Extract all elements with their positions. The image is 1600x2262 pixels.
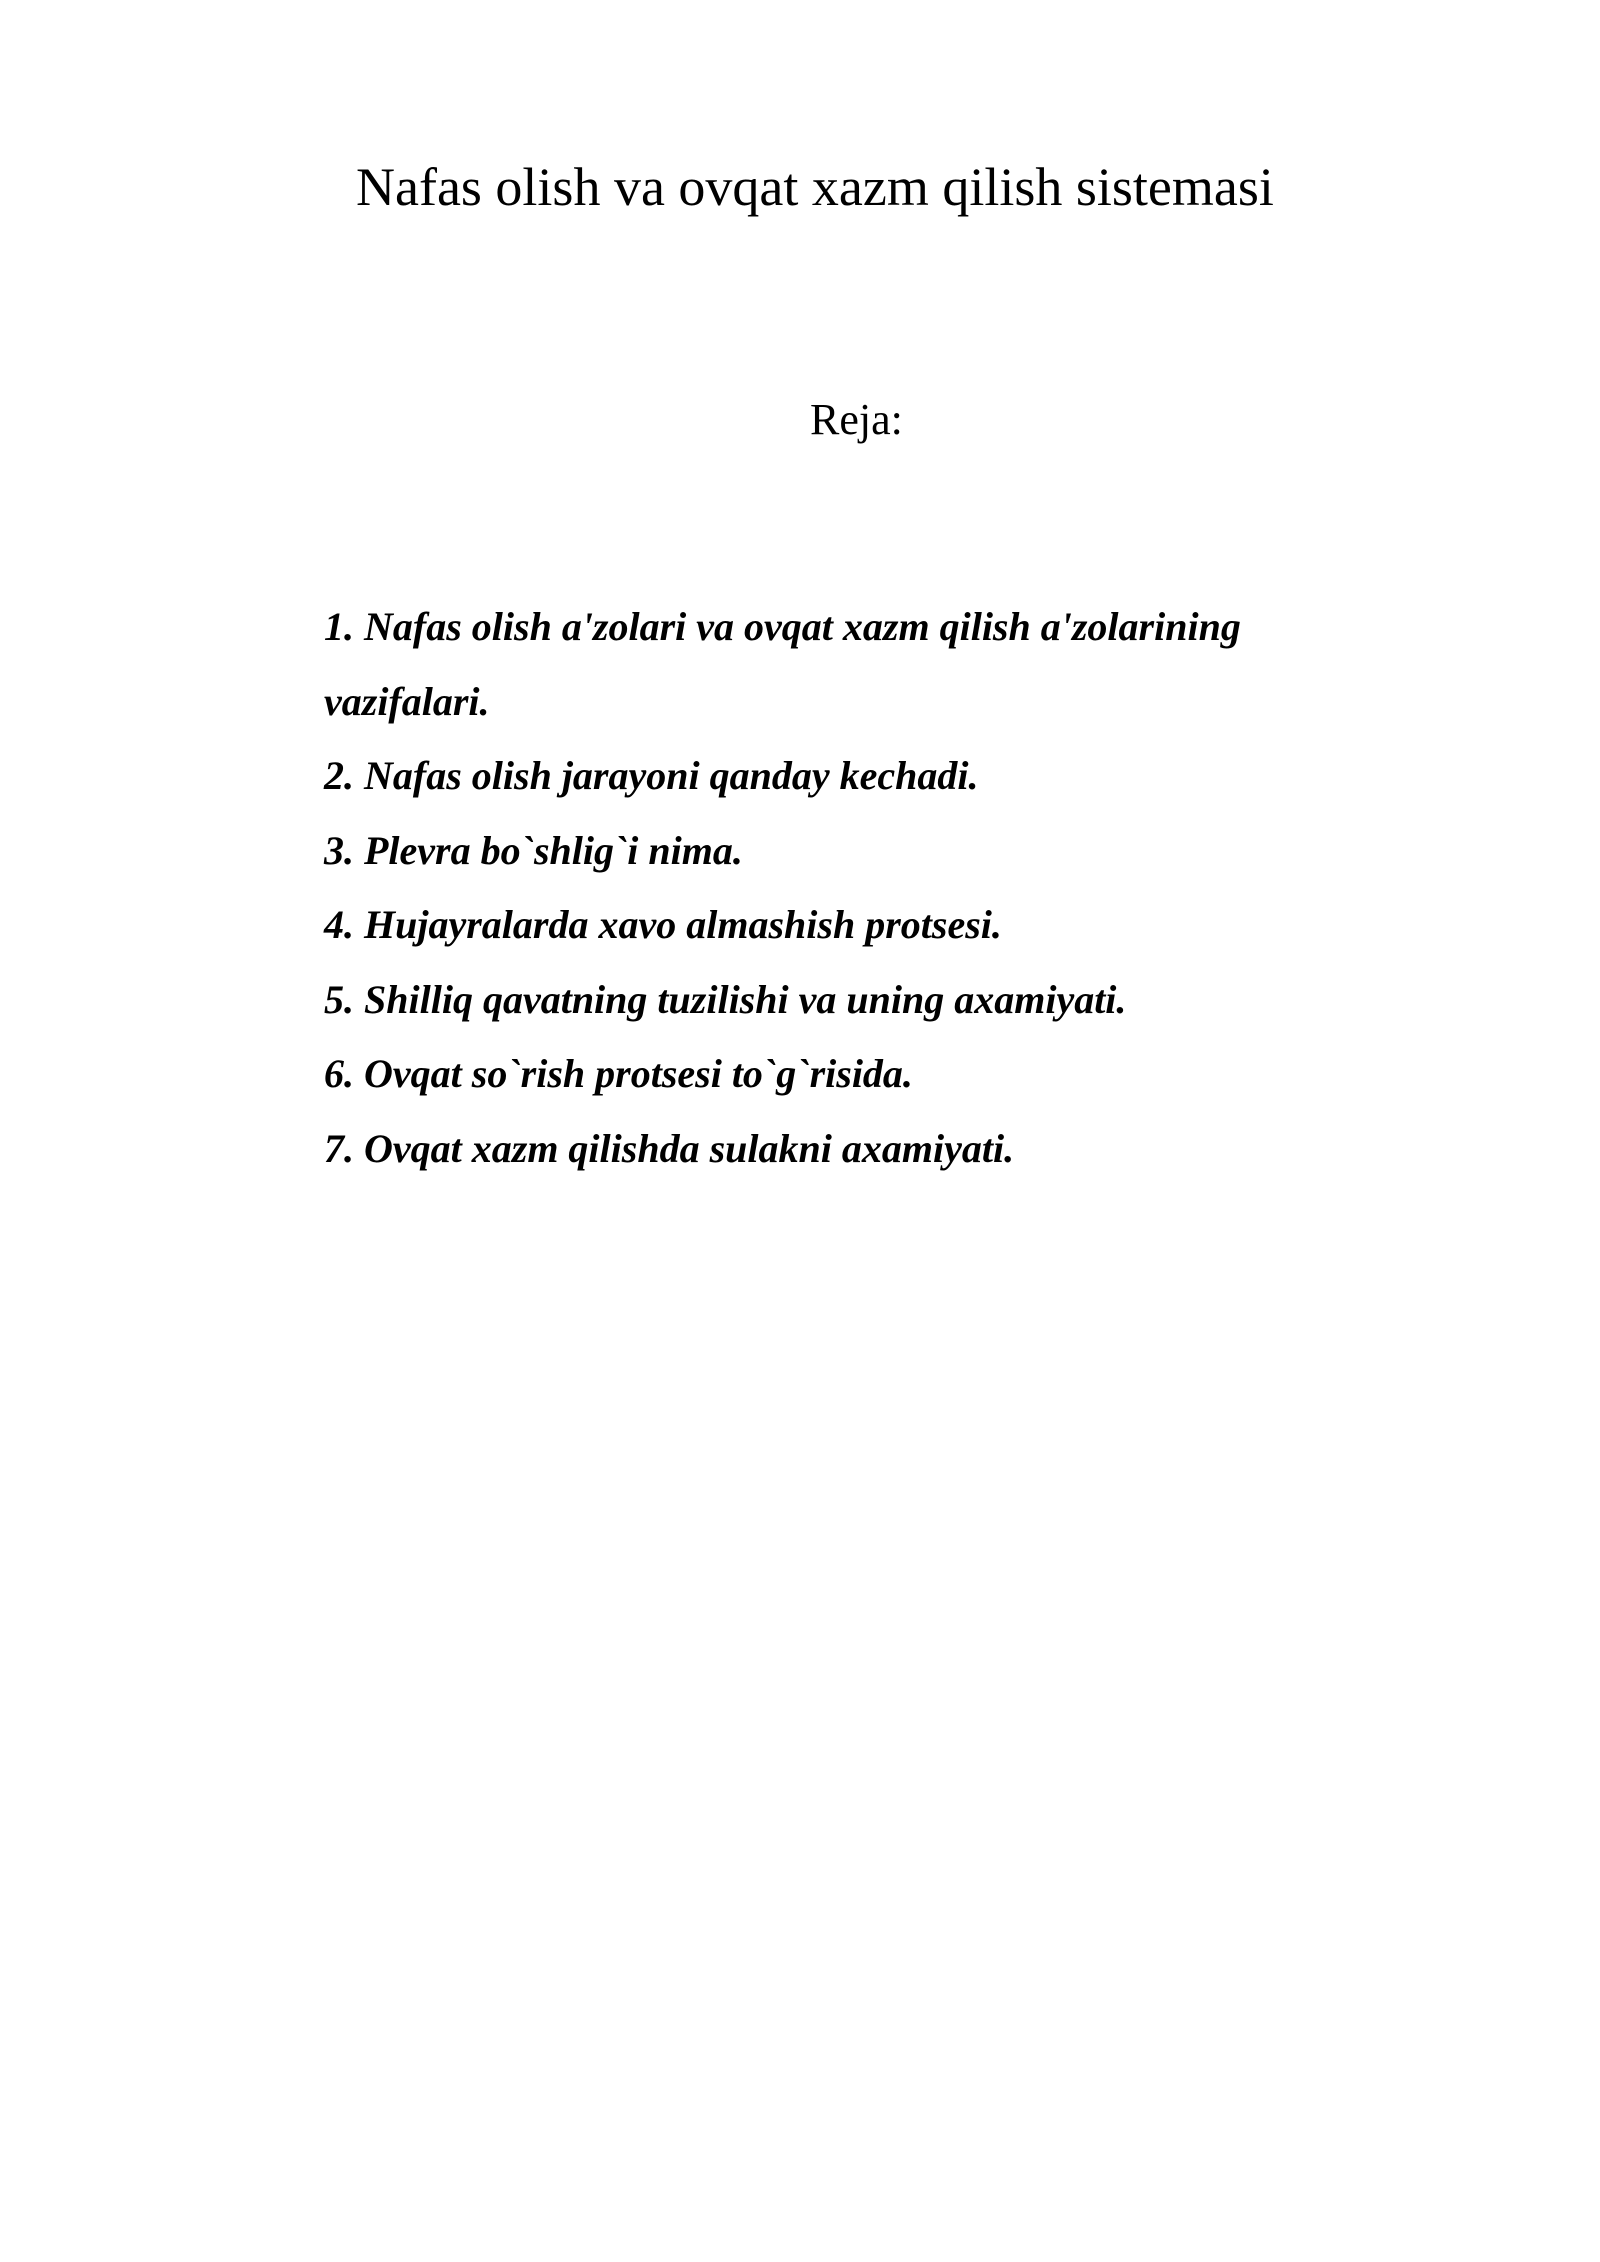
plan-item: 3. Plevra bo`shlig`i nima.: [324, 827, 743, 873]
plan-heading: Reja:: [810, 395, 903, 444]
document-title: Nafas olish va ovqat xazm qilish sistemasi: [356, 157, 1274, 217]
plan-item: 2. Nafas olish jarayoni qanday kechadi.: [324, 753, 979, 798]
plan-list: [324, 590, 1364, 1186]
plan-item: 7. Ovqat xazm qilishda sulakni axamiyati.: [324, 1125, 1015, 1171]
plan-item: 4. Hujayralarda xavo almashish protsesi.: [324, 902, 1002, 947]
plan-item: 1. Nafas olish a'zolari va ovqat xazm qilish a'zolarining vazifalari.: [324, 604, 1241, 724]
plan-item: 5. Shilliq qavatning tuzilishi va uning axamiyati.: [324, 976, 1127, 1022]
plan-item: 6. Ovqat so`rish protsesi to`g`risida.: [324, 1051, 913, 1096]
